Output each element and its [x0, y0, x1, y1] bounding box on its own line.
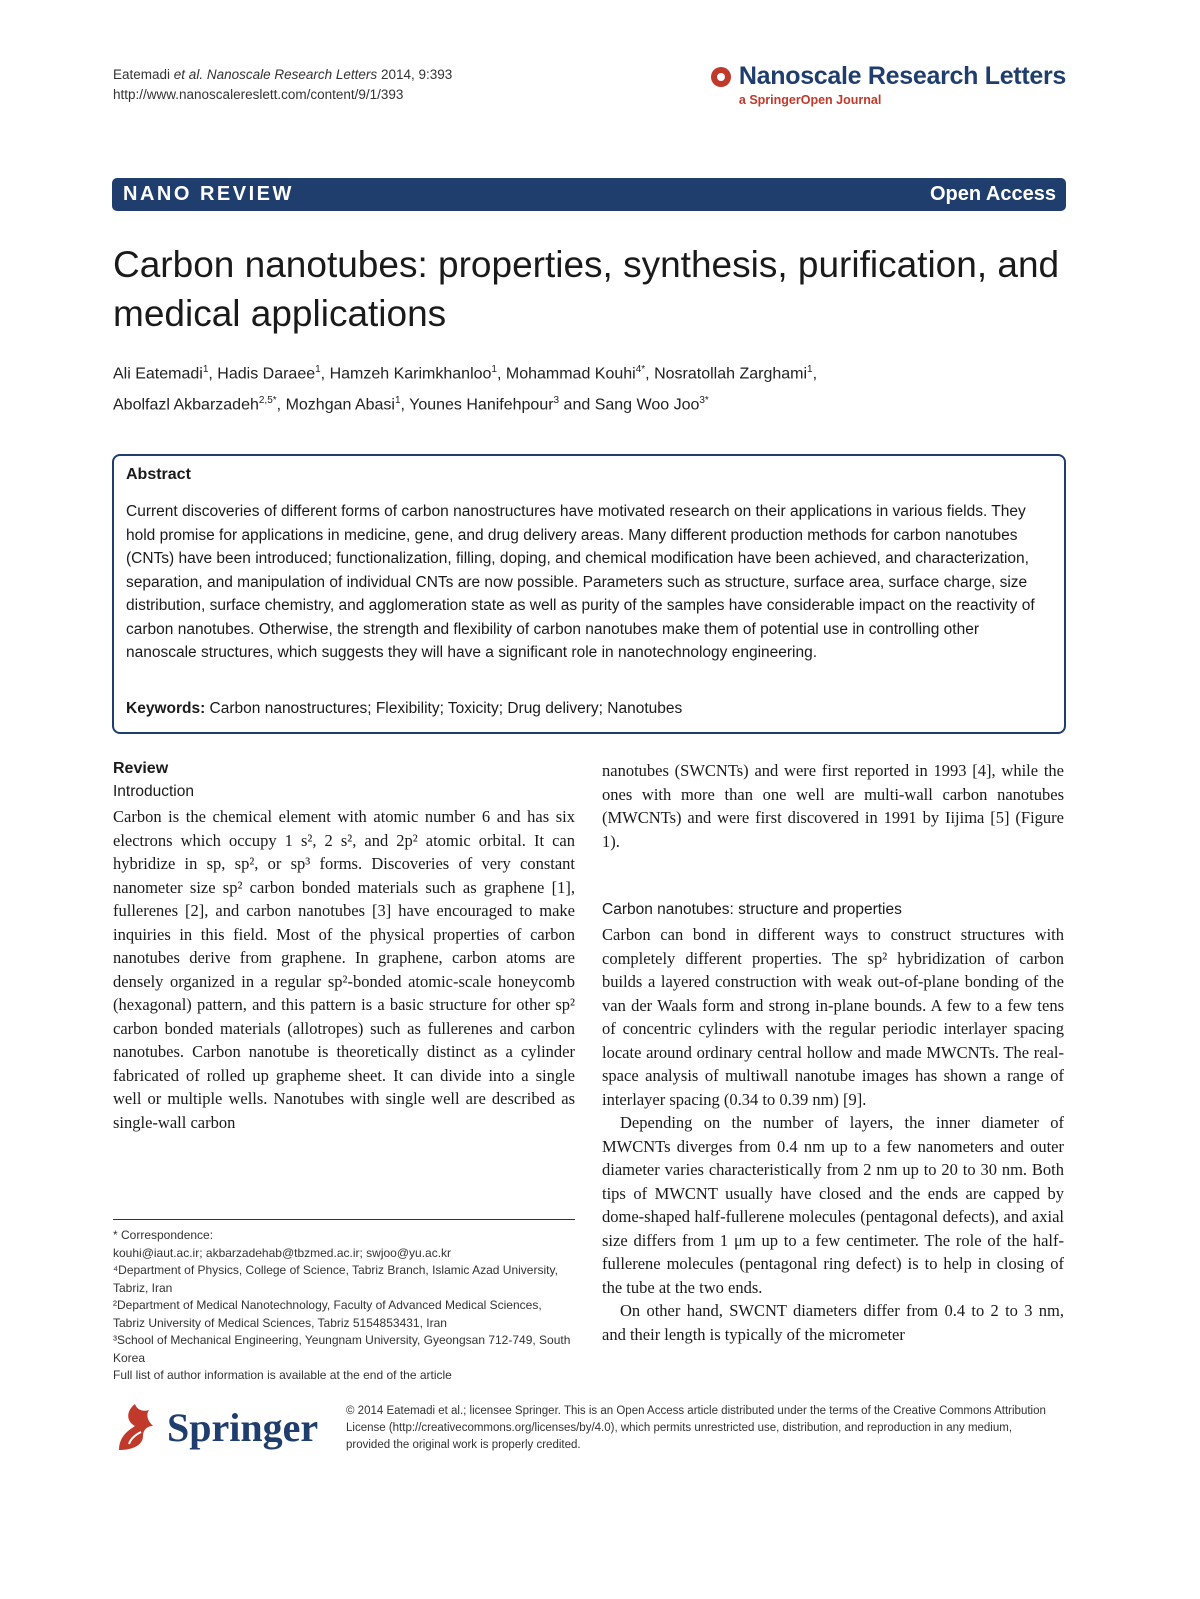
affiliation-2: ²Department of Medical Nanotechnology, Faculty of Advanced Medical Sciences, Tabriz University of Medical Sciences, Tabriz 5154853431, Iran	[113, 1298, 542, 1330]
subsection-heading-introduction: Introduction	[113, 783, 194, 800]
abstract-body: Current discoveries of different forms of carbon nanostructures have motivated research on their applications in various fields. They hold promise for applications in medicine, gene, and drug delivery areas. Many different production methods for carbon nanotubes (CNTs) have been introduced; functionalization, filling, doping, and chemical modification have been achieved, and characterization, separation, and manipulation of individual CNTs are now possible. Parameters such as structure, surface area, surface charge, size distribution, surface chemistry, and agglomeration state as well as purity of the samples have considerable impact on the reactivity of carbon nanotubes. Otherwise, the strength and flexibility of carbon nanotubes make them of potential use in controlling other nanoscale structures, which suggests they will have a significant role in nanotechnology engineering.	[126, 503, 1035, 661]
author-affiliation-marker[interactable]: 3*	[699, 395, 709, 407]
article-title: Carbon nanotubes: properties, synthesis, purification, and medical applications	[113, 244, 1060, 334]
citation-ref: 2014, 9:393	[377, 67, 453, 82]
author-info-note: Full list of author information is available at the end of the article	[113, 1368, 452, 1382]
author-name: , Hamzeh Karimkhanloo	[320, 365, 492, 383]
correspondence-label: * Correspondence:	[113, 1228, 214, 1242]
citation-header	[113, 65, 452, 105]
structure-paragraph-1: Carbon can bond in different ways to construct structures with completely different properties. The sp² hybridization of carbon builds a layered construction with weak out-of-plane bonding of the van der Waals form and strong in-plane bounds. A few to a few tens of concentric cylinders with the regular periodic interlayer spacing locate around ordinary central hollow and made MWCNTs. The real-space analysis of multiwall nanotube images has shown a range of interlayer spacing (0.34 to 0.39 nm) [9].	[602, 925, 1064, 1109]
citation-etal: et al.	[173, 67, 204, 82]
author-affiliation-marker[interactable]: 1	[491, 364, 497, 375]
author-affiliation-marker[interactable]: 3	[553, 395, 560, 407]
author-name: ,	[812, 365, 818, 383]
author-name: and Sang Woo Joo	[559, 396, 700, 414]
springer-wordmark: Springer	[167, 1404, 319, 1450]
author-affiliation-marker[interactable]: 1	[394, 395, 401, 407]
author-list	[113, 356, 1073, 419]
article-url[interactable]: http://www.nanoscalereslett.com/content/9/1/393	[113, 87, 404, 102]
author-affiliation-marker[interactable]: 1	[807, 364, 813, 375]
author-name: Abolfazl Akbarzadeh	[113, 396, 259, 414]
license-text: © 2014 Eatemadi et al.; licensee Springer. This is an Open Access article distributed under the terms of the Creative Commons Attribution License (http://creativecommons.org/licenses/by/4.0), which permits unrestricted use, distribution, and reproduction in any medium, provided the original work is properly credited.	[346, 1405, 1046, 1451]
author-affiliation-marker[interactable]: 1	[202, 364, 209, 375]
author-affiliation-marker[interactable]: 4*	[635, 364, 646, 375]
journal-logo-icon	[711, 67, 731, 87]
right-column	[602, 759, 1064, 1346]
author-name: Ali Eatemadi	[113, 365, 203, 383]
author-name: , Mohammad Kouhi	[496, 365, 636, 383]
author-name: , Mozhgan Abasi	[276, 396, 395, 414]
structure-paragraph-2: Depending on the number of layers, the inner diameter of MWCNTs diverges from 0.4 nm up to a few nanometers and outer diameter varies characteristically from 2 nm up to 20 to 30 nm. Both tips of MWCNT usually have closed and the ends are capped by dome-shaped half-fullerene molecules (pentagonal defects), and axial size differs from 1 μm up to a few centimeter. The role of the half-fullerene molecules (pentagonal ring defect) is to help in closing of the tube at the two ends.	[602, 1113, 1064, 1297]
correspondence-emails[interactable]: kouhi@iaut.ac.ir; akbarzadehab@tbzmed.ac.ir; swjoo@yu.ac.kr	[113, 1245, 452, 1260]
author-affiliation-marker[interactable]: 1	[315, 364, 321, 375]
author-name: , Younes Hanifehpour	[400, 396, 554, 414]
intro-paragraph: Carbon is the chemical element with atomic number 6 and has six electrons which occupy 1 s², 2 s², and 2p² atomic orbital. It can hybridize in sp, sp², or sp³ forms. Discoveries of very constant nanometer size sp² carbon bonded materials such as graphene [1], fullerenes [2], and carbon nanotubes [3] have encouraged to make inquiries in this field. Most of the physical properties of carbon nanotubes derive from graphene. In graphene, carbon atoms are densely organized in a regular sp²-bonded atomic-scale honeycomb (hexagonal) pattern, and this pattern is a basic structure for other sp² carbon bonded materials (allotropes) such as fullerenes and carbon nanotubes. Carbon nanotube is theoretically distinct as a cylinder fabricated of rolled up grapheme sheet. It can divide into a single well or multiple wells. Nanotubes with single well are described as single-wall carbon	[113, 807, 575, 1132]
continued-paragraph: nanotubes (SWCNTs) and were first reported in 1993 [4], while the ones with more than one well are multi-wall carbon nanotubes (MWCNTs) and were first discovered in 1991 by Iijima [5] (Figure 1).	[602, 761, 1064, 851]
springer-horse-icon	[113, 1400, 157, 1454]
journal-name: Nanoscale Research Letters	[738, 62, 1066, 90]
abstract-box	[112, 454, 1066, 734]
author-name: , Hadis Daraee	[208, 365, 316, 383]
keywords	[126, 700, 682, 718]
footnotes	[113, 1227, 575, 1385]
citation-journal: Nanoscale Research Letters	[206, 67, 378, 82]
structure-paragraph-3: On other hand, SWCNT diameters differ from 0.4 to 2 to 3 nm, and their length is typically of the micrometer	[602, 1301, 1064, 1344]
subsection-heading-structure: Carbon nanotubes: structure and properties	[602, 901, 902, 918]
citation-line	[113, 65, 452, 85]
journal-subtitle: a SpringerOpen Journal	[738, 93, 882, 107]
author-line-2	[113, 387, 1073, 418]
keywords-list: Carbon nanostructures; Flexibility; Toxicity; Drug delivery; Nanotubes	[205, 700, 683, 717]
left-column	[113, 759, 575, 1134]
article-type: NANO REVIEW	[123, 183, 294, 205]
journal-brand	[711, 62, 1066, 107]
affiliation-3: ³School of Mechanical Engineering, Yeungnam University, Gyeongsan 712-749, South Korea	[113, 1333, 571, 1365]
abstract-heading: Abstract	[126, 466, 191, 483]
author-name: , Nosratollah Zarghami	[645, 365, 808, 383]
citation-authors: Eatemadi	[113, 67, 174, 82]
section-heading-review: Review	[113, 760, 169, 777]
author-line-1	[113, 356, 1073, 387]
footnote-divider	[113, 1219, 575, 1220]
springer-brand	[113, 1400, 318, 1454]
article-type-banner	[112, 178, 1066, 211]
open-access-label: Open Access	[930, 183, 1056, 205]
affiliation-4: ⁴Department of Physics, College of Science, Tabriz Branch, Islamic Azad University, Tabriz, Iran	[113, 1263, 558, 1295]
author-affiliation-marker[interactable]: 2,5*	[258, 395, 277, 407]
keywords-label: Keywords:	[126, 700, 206, 717]
